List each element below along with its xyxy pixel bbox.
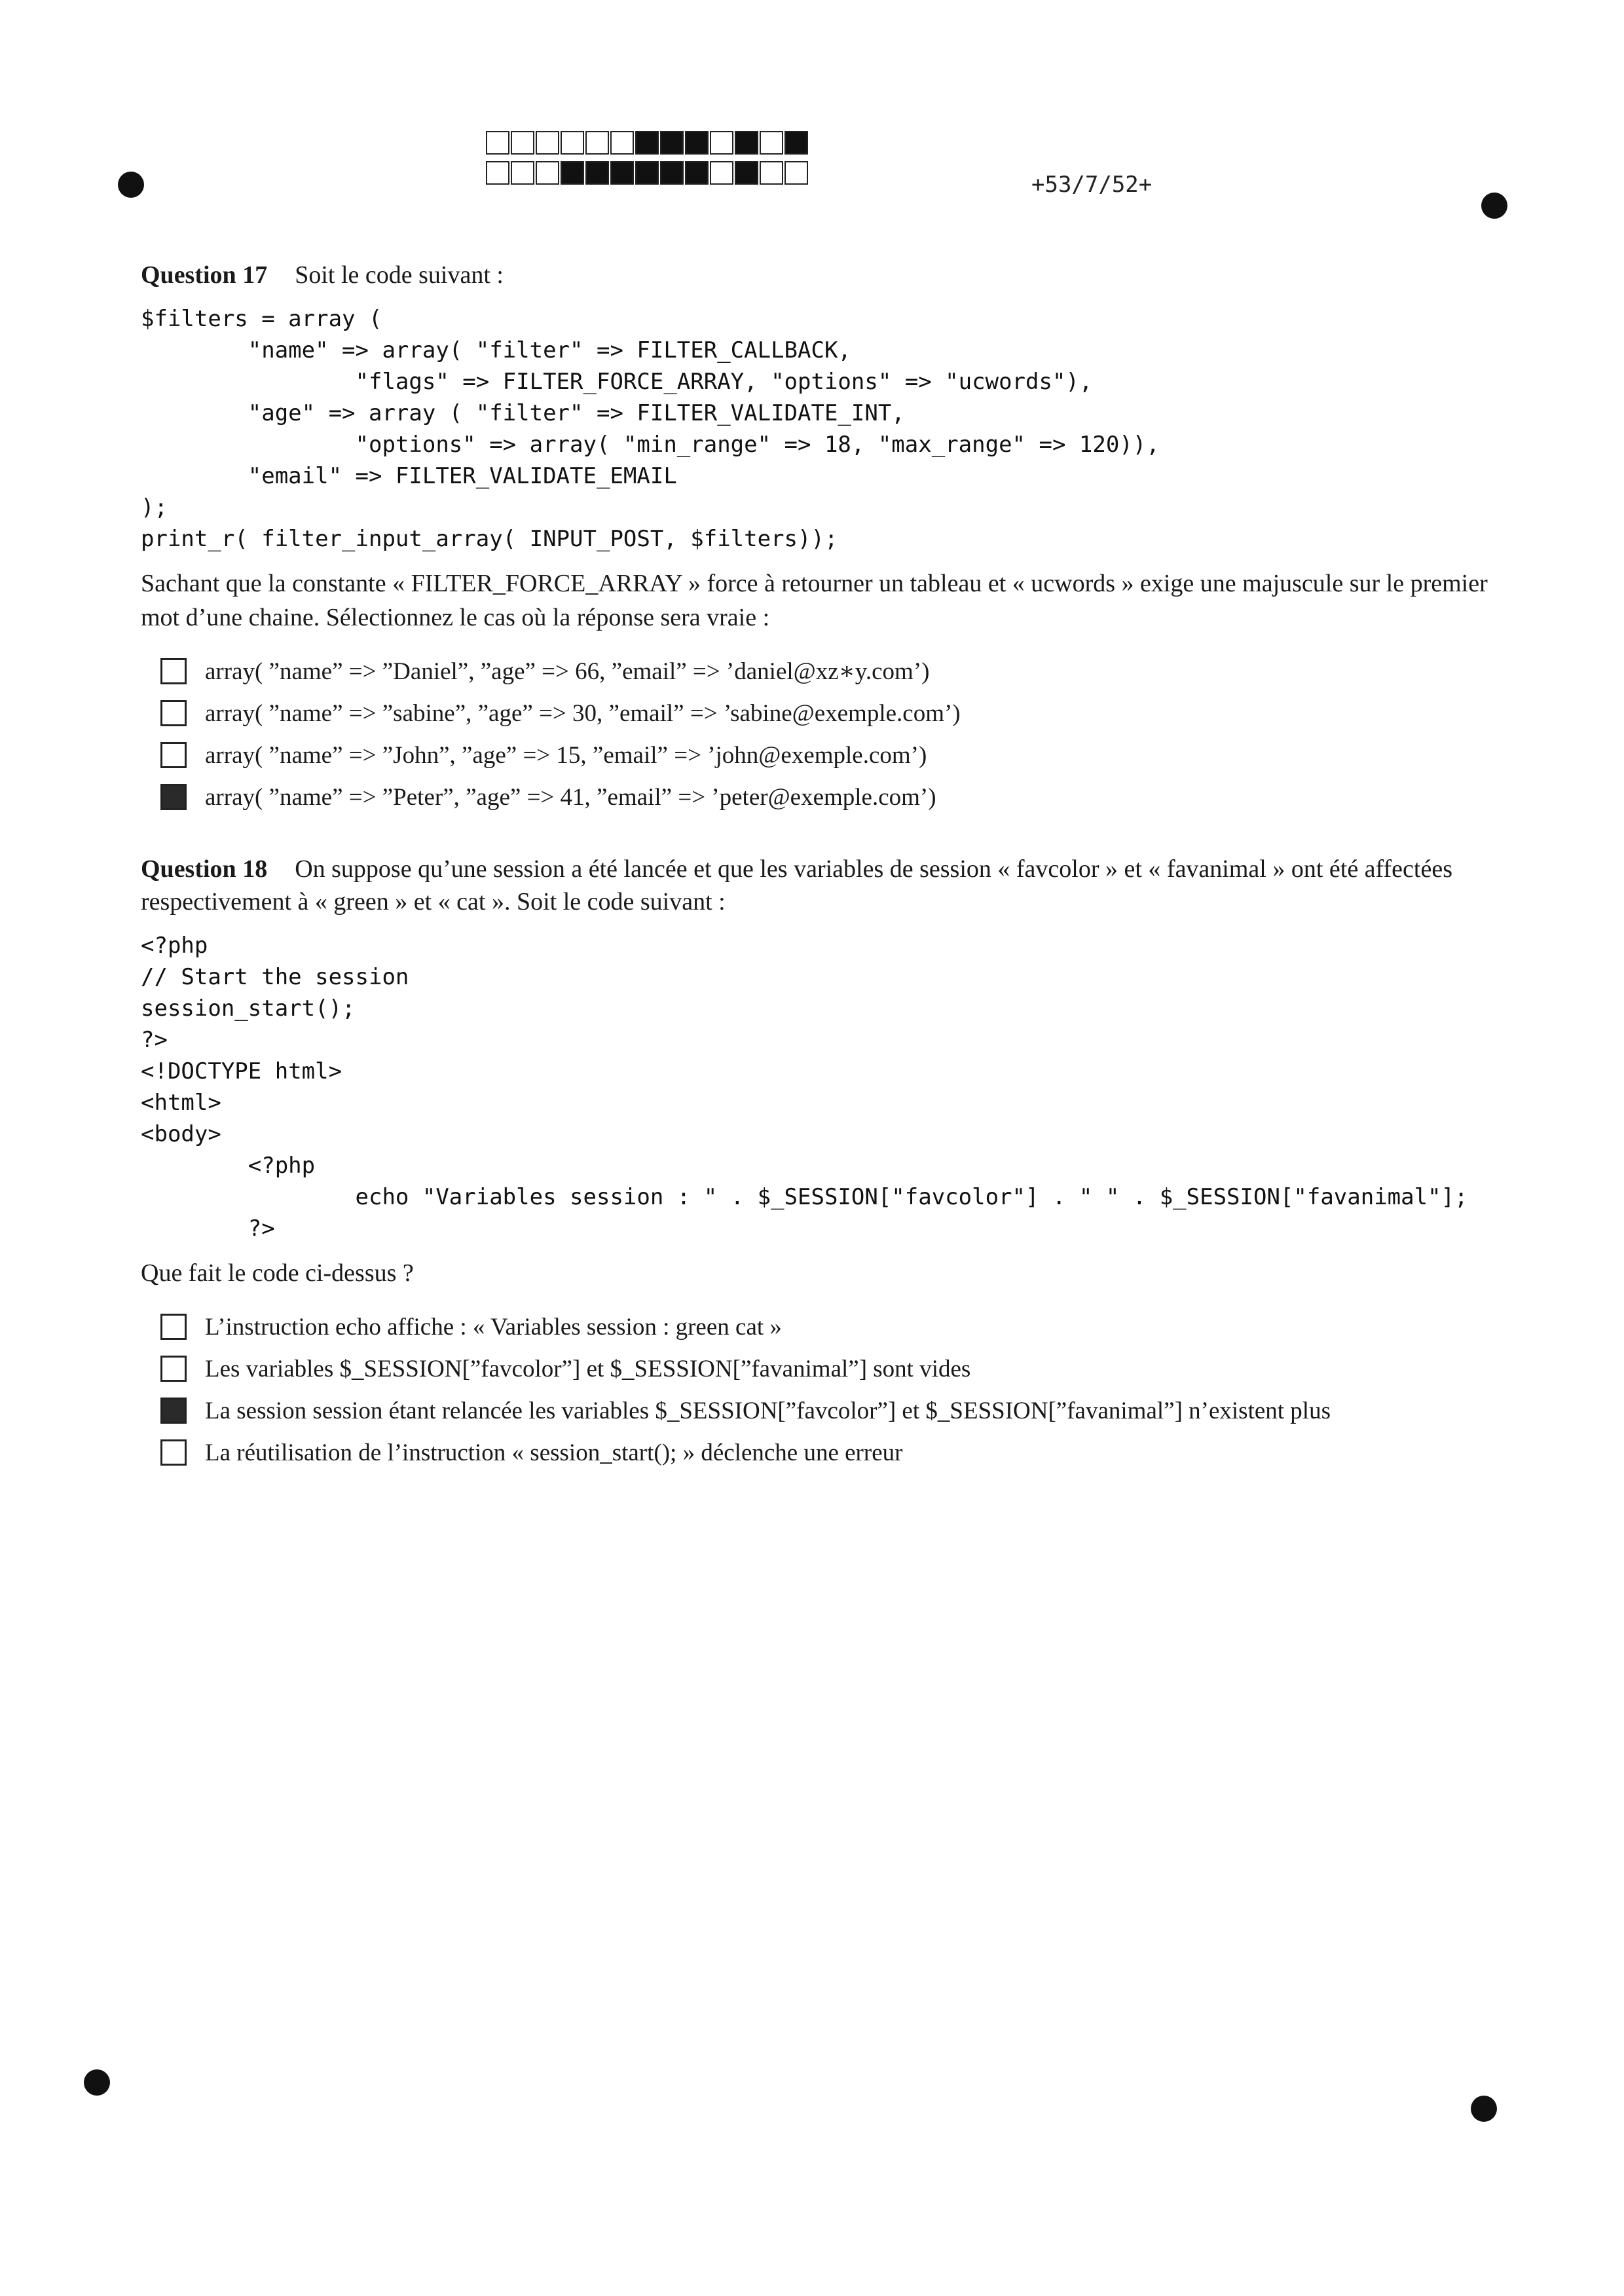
answer-option-label: L’instruction echo affiche : « Variables session : green cat » xyxy=(205,1313,782,1341)
answer-option[interactable] xyxy=(160,734,1496,776)
student-id-barcode xyxy=(486,131,809,191)
code-block: <?php // Start the session session_start(); ?> <!DOCTYPE html> <html> <body> <?php echo "Variables session : " . $_SESSION["favcolor"] . " " . $_SESSION["favanimal"]; ?> xyxy=(141,933,1468,1242)
barcode-cell xyxy=(635,161,659,185)
barcode-cell xyxy=(735,131,758,155)
corner-marker-top-right xyxy=(1481,193,1507,219)
barcode-row xyxy=(486,161,809,187)
question-heading xyxy=(141,853,1496,918)
question-text: Que fait le code ci-dessus ? xyxy=(141,1259,414,1287)
question-intro: On suppose qu’une session a été lancée et que les variables de session « favcolor » et « favanimal » ont été affectées respectivement à « green » et « cat ». Soit le code suivant : xyxy=(141,855,1452,916)
barcode-cell xyxy=(536,131,559,155)
answer-option-label: La réutilisation de l’instruction « session_start(); » déclenche une erreur xyxy=(205,1439,903,1466)
answer-option[interactable] xyxy=(160,650,1496,692)
checked-checkbox[interactable] xyxy=(160,784,187,810)
answer-option-label: Les variables $_SESSION[”favcolor”] et $_SESSION[”favanimal”] sont vides xyxy=(205,1355,971,1382)
barcode-cell xyxy=(660,131,684,155)
answer-option-label: array( ”name” => ”Peter”, ”age” => 41, ”email” => ’peter@exemple.com’) xyxy=(205,783,936,811)
answer-option[interactable] xyxy=(160,1390,1496,1432)
question-18 xyxy=(141,853,1496,1473)
answer-options xyxy=(160,650,1496,818)
barcode-cell xyxy=(685,131,709,155)
corner-marker-bottom-left xyxy=(84,2069,110,2096)
barcode-cell xyxy=(760,131,783,155)
barcode-cell xyxy=(635,131,659,155)
barcode-cell xyxy=(561,131,584,155)
barcode-cell xyxy=(784,161,808,185)
answer-options xyxy=(160,1306,1496,1473)
question-label: Question 17 xyxy=(141,261,268,289)
answer-option[interactable] xyxy=(160,1306,1496,1348)
barcode-cell xyxy=(610,131,634,155)
checkbox[interactable] xyxy=(160,1314,187,1340)
question-17 xyxy=(141,259,1496,818)
barcode-row xyxy=(486,131,809,157)
checkbox[interactable] xyxy=(160,1439,187,1466)
barcode-cell xyxy=(511,161,534,185)
answer-option-label: array( ”name” => ”sabine”, ”age” => 30, ”email” => ’sabine@exemple.com’) xyxy=(205,699,961,727)
question-text: Sachant que la constante « FILTER_FORCE_ARRAY » force à retourner un tableau et « ucwords » exige une majuscule sur le premier mot d’une chaine. Sélectionnez le cas où la réponse sera vraie : xyxy=(141,570,1488,631)
barcode-cell xyxy=(710,131,733,155)
answer-option-label: La session session étant relancée les variables $_SESSION[”favcolor”] et $_SESSION[”favanimal”] n’existent plus xyxy=(205,1397,1331,1424)
barcode-cell xyxy=(685,161,709,185)
answer-option-label: array( ”name” => ”Daniel”, ”age” => 66, ”email” => ’daniel@xz∗y.com’) xyxy=(205,658,930,685)
corner-marker-bottom-right xyxy=(1471,2096,1497,2122)
barcode-cell xyxy=(610,161,634,185)
answer-option[interactable] xyxy=(160,1432,1496,1473)
checkbox[interactable] xyxy=(160,700,187,726)
question-label: Question 18 xyxy=(141,855,268,883)
question-heading xyxy=(141,259,1496,291)
checkbox[interactable] xyxy=(160,1356,187,1382)
barcode-cell xyxy=(536,161,559,185)
barcode-cell xyxy=(585,131,609,155)
checkbox[interactable] xyxy=(160,742,187,768)
barcode-cell xyxy=(660,161,684,185)
barcode-cell xyxy=(784,131,808,155)
page-id: +53/7/52+ xyxy=(1031,172,1153,198)
code-block: $filters = array ( "name" => array( "filter" => FILTER_CALLBACK, "flags" => FILTER_FORCE_ARRAY, "options" => "ucwords"), "age" => array ( "filter" => FILTER_VALIDATE_INT, "options" => array( "min_range" => 18, "max_range" => 120)), "email" => FILTER_VALIDATE_EMAIL ); print_r( filter_input_array( INPUT_POST, $filters)); xyxy=(141,306,1160,552)
barcode-cell xyxy=(585,161,609,185)
barcode-cell xyxy=(486,131,509,155)
barcode-cell xyxy=(511,131,534,155)
barcode-cell xyxy=(561,161,584,185)
question-intro: Soit le code suivant : xyxy=(295,261,504,289)
answer-option[interactable] xyxy=(160,1348,1496,1390)
barcode-cell xyxy=(760,161,783,185)
barcode-cell xyxy=(735,161,758,185)
checked-checkbox[interactable] xyxy=(160,1398,187,1424)
answer-option-label: array( ”name” => ”John”, ”age” => 15, ”email” => ’john@exemple.com’) xyxy=(205,741,927,769)
barcode-cell xyxy=(486,161,509,185)
checkbox[interactable] xyxy=(160,658,187,684)
answer-option[interactable] xyxy=(160,692,1496,734)
corner-marker-top-left xyxy=(118,172,144,198)
barcode-cell xyxy=(710,161,733,185)
answer-option[interactable] xyxy=(160,776,1496,818)
